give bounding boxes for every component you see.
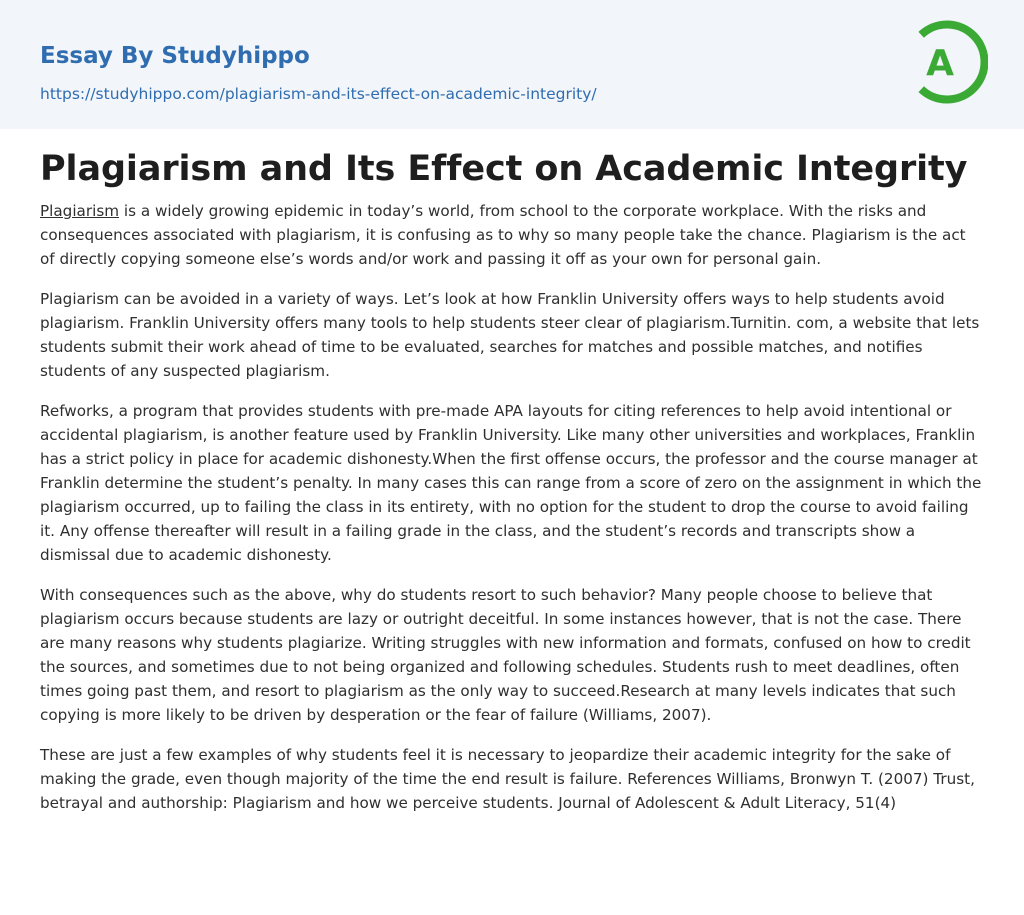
studyhippo-logo [908,18,988,106]
plagiarism-keyword-link[interactable]: Plagiarism [40,202,120,220]
logo-letter: A [926,43,954,84]
paragraph-2: Plagiarism can be avoided in a variety of ways. Let’s look at how Franklin University offers ways to help students avoid plagiarism. Franklin University offers many tools to help students steer clear of plagiarism.Turnitin. com, a website that lets students submit their work ahead of time to be evaluated, searches for matches and possible matches, and notifies students of any suspected plagiarism. [40,290,980,380]
article [0,129,1024,815]
brand-name: Essay By Studyhippo [40,43,310,69]
article-title: Plagiarism and Its Effect on Academic Integrity [40,149,968,189]
page-header [0,0,1024,129]
paragraph-3: Refworks, a program that provides students with pre-made APA layouts for citing references to help avoid intentional or accidental plagiarism, is another feature used by Franklin University. Like many other universities and workplaces, Franklin has a strict policy in place for academic dishonesty.When the first offense occurs, the professor and the course manager at Franklin determine the student’s penalty. In many cases this can range from a score of zero on the assignment in which the plagiarism occurred, up to failing the class in its entirety, with no option for the student to drop the course to avoid failing it. Any offense thereafter will result in a failing grade in the class, and the student’s records and transcripts show a dismissal due to academic dishonesty. [40,402,982,564]
paragraph-5: These are just a few examples of why students feel it is necessary to jeopardize their academic integrity for the sake of making the grade, even though majority of the time the end result is failure. References Williams, Bronwyn T. (2007) Trust, betrayal and authorship: Plagiarism and how we perceive students. Journal of Adolescent & Adult Literacy, 51(4) [40,746,975,812]
source-url-link[interactable]: https://studyhippo.com/plagiarism-and-its-effect-on-academic-integrity/ [40,85,597,103]
paragraph-1 [40,199,984,271]
logo-ring-icon [908,18,988,106]
paragraph-4: With consequences such as the above, why do students resort to such behavior? Many people choose to believe that plagiarism occurs because students are lazy or outright deceitful. In some instances however, that is not the case. There are many reasons why students plagiarize. Writing struggles with new information and formats, confused on how to credit the sources, and sometimes due to not being organized and following schedules. Students rush to meet deadlines, often times going past them, and resort to plagiarism as the only way to succeed.Research at many levels indicates that such copying is more likely to be driven by desperation or the fear of failure (Williams, 2007). [40,586,971,724]
paragraph-1-text: is a widely growing epidemic in today’s world, from school to the corporate workplace. With the risks and consequences associated with plagiarism, it is confusing as to why so many people take the chance. Plagiarism is the act of directly copying someone else’s words and/or work and passing it off as your own for personal gain. [40,202,966,268]
